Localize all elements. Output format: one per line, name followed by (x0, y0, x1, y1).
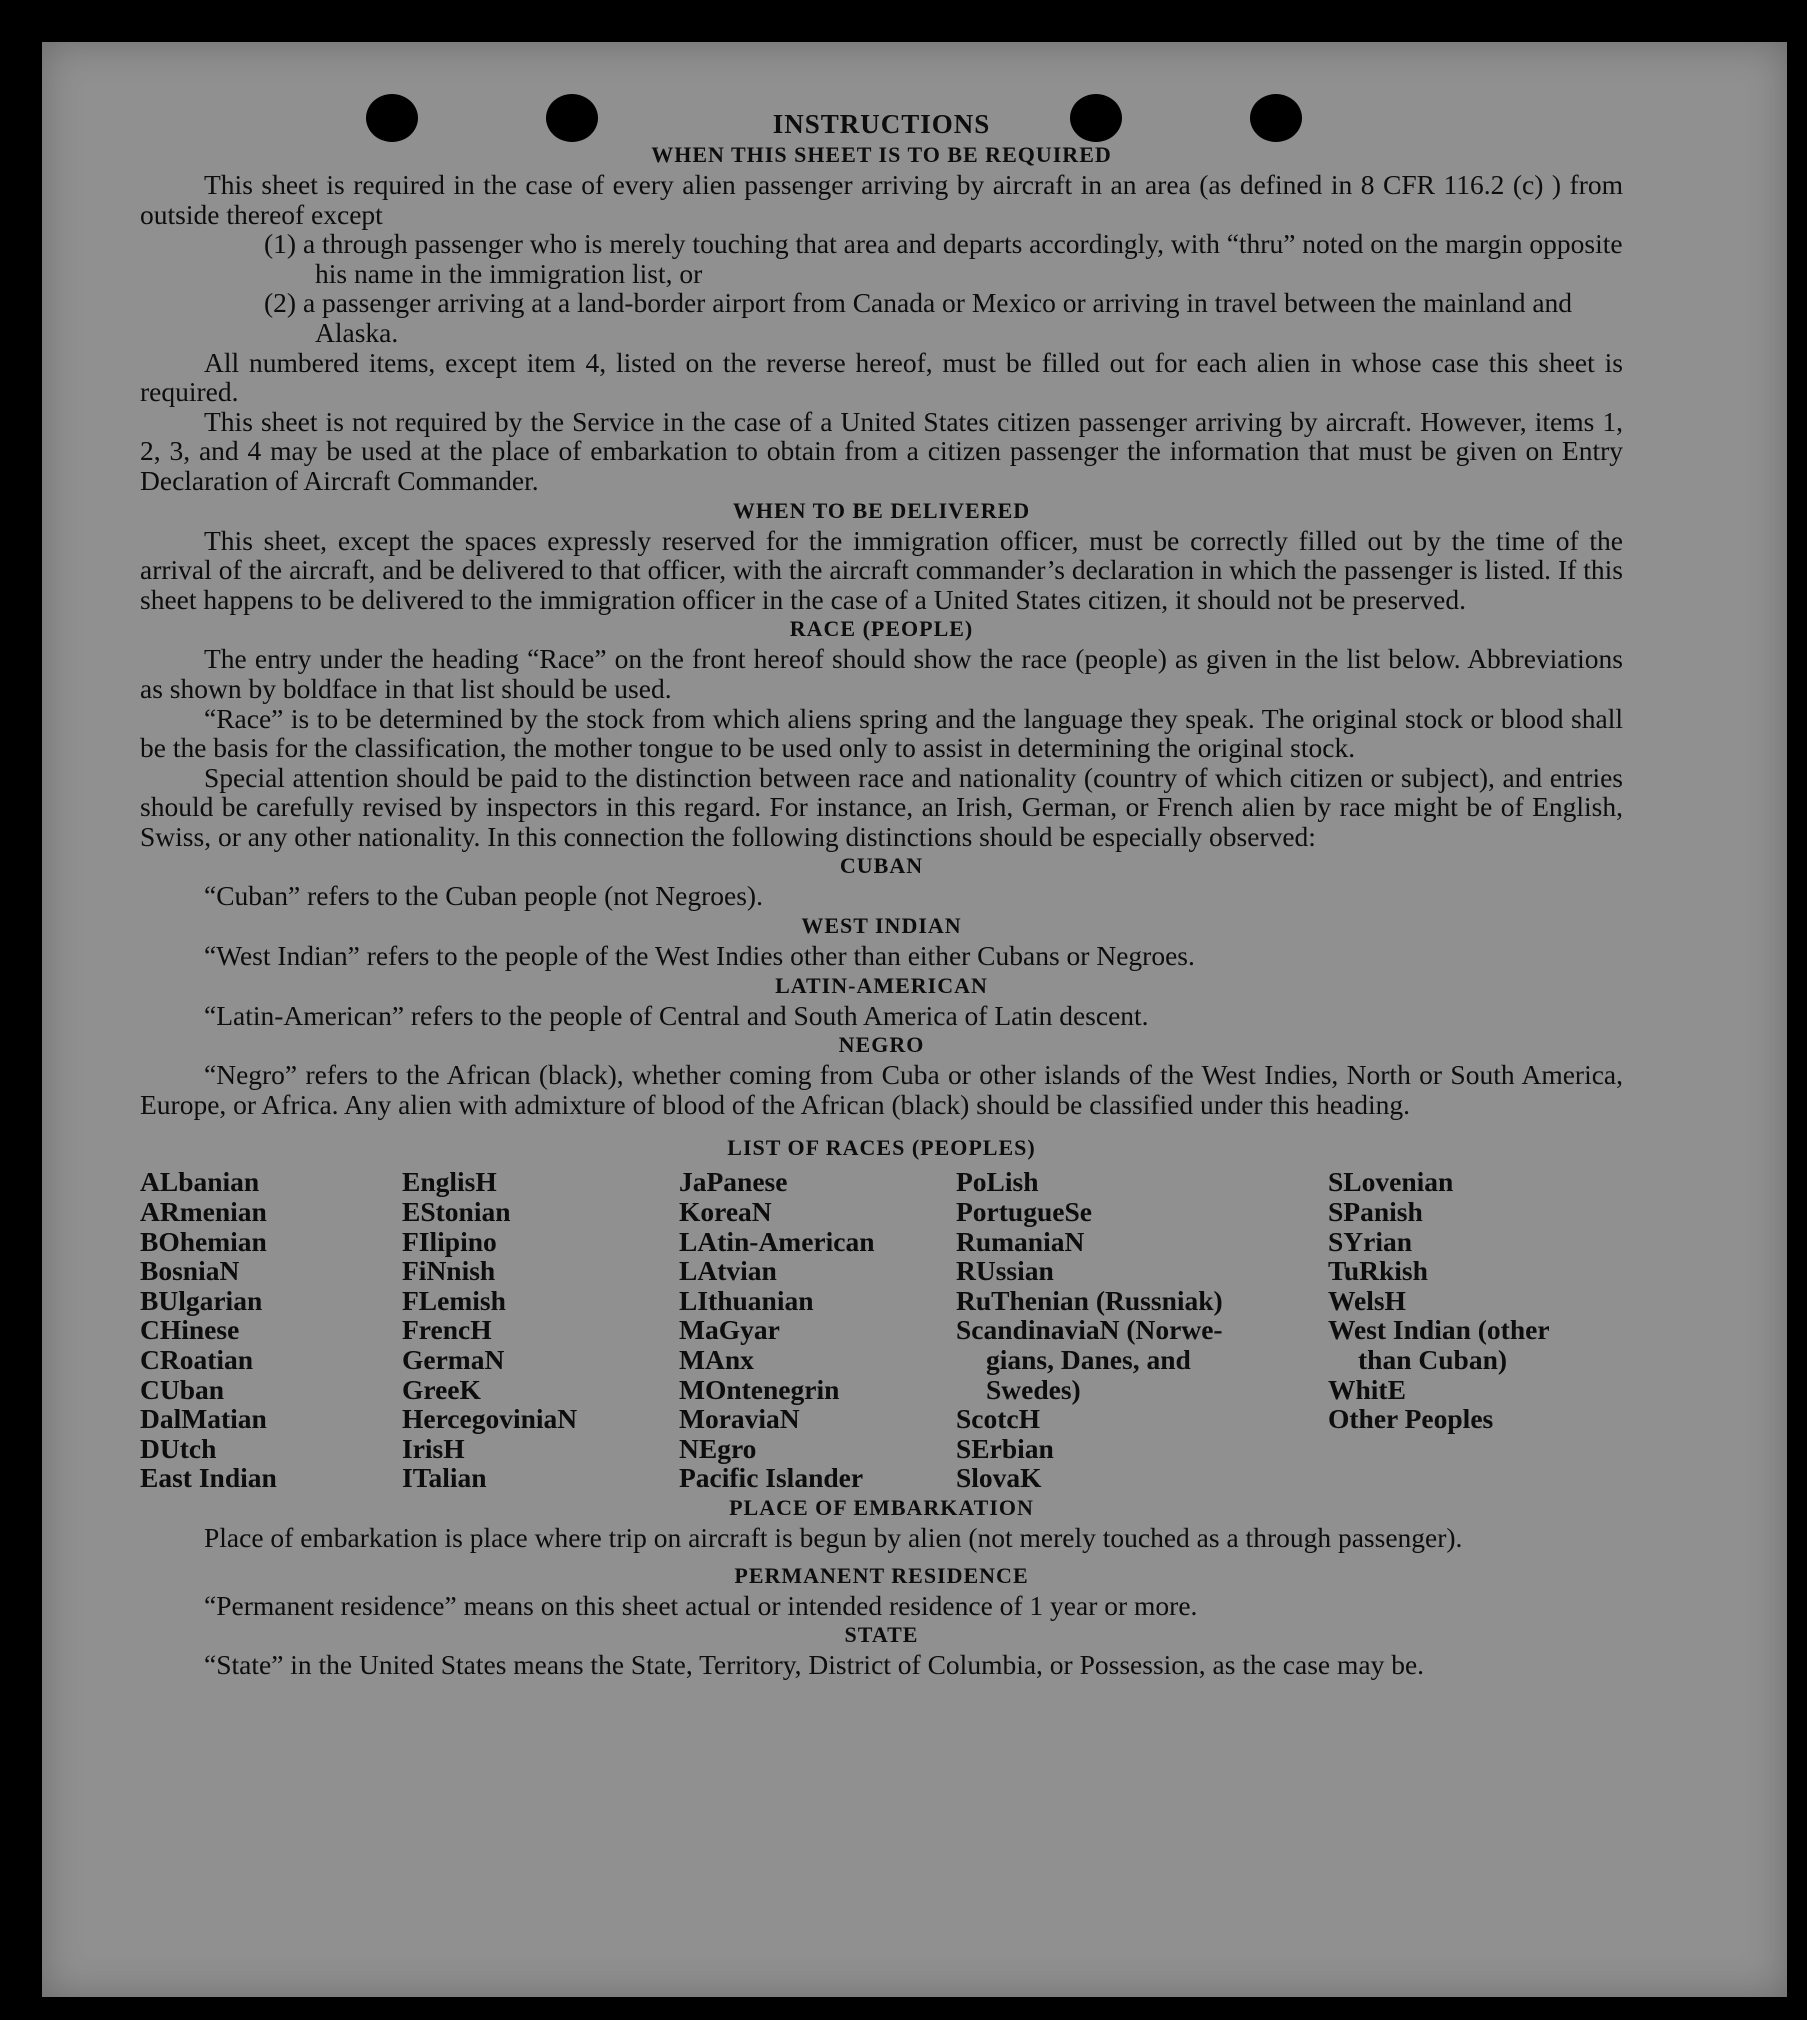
race-item: West Indian (other (1328, 1314, 1550, 1346)
race-item: BOhemian (140, 1225, 267, 1257)
heading-state: STATE (844, 1622, 919, 1648)
race-item: ITalian (402, 1462, 487, 1494)
exception-item-1: (1) a through passenger who is merely touching that area and departs accordingly, with “thru” noted on the margin opposite his name in the immigration list, or (264, 228, 1623, 289)
race-item: WelsH (1328, 1284, 1406, 1316)
paragraph-required: This sheet is required in the case of every alien passenger arriving by aircraft in an area (as defined in 8 CFR 116.2 (c) ) from outside thereof except (140, 169, 1623, 230)
race-item: PoLish (956, 1166, 1039, 1198)
race-item-continued: gians, Danes, and (986, 1344, 1191, 1375)
race-column (679, 1167, 956, 1493)
race-item: WhitE (1328, 1373, 1406, 1405)
paragraph-negro: “Negro” refers to the African (black), whether coming from Cuba or other islands of the West Indies, North or South America, Europe, or Africa. Any alien with admixture of blood of the African (black) should be classified under this heading. (140, 1059, 1623, 1120)
race-column (402, 1167, 679, 1493)
race-item: CRoatian (140, 1344, 254, 1375)
race-item: BUlgarian (140, 1284, 263, 1316)
race-item: SPanish (1328, 1196, 1423, 1228)
race-item: ScandinaviaN (Norwe- (956, 1314, 1223, 1346)
paragraph-numbered-items: All numbered items, except item 4, listed on the reverse hereof, must be filled out for each alien in whose case this sheet is required. (140, 346, 1623, 408)
race-item: BosniaN (140, 1255, 240, 1287)
race-item: LAtvian (679, 1255, 777, 1287)
race-item: DUtch (140, 1432, 217, 1464)
paragraph-latin-american: “Latin-American” refers to the people of Central and South America of Latin descent. (204, 999, 1149, 1031)
heading-list-of-races: LIST OF RACES (PEOPLES) (727, 1135, 1036, 1161)
race-item: LAtin-American (679, 1225, 875, 1257)
race-item: FiNnish (402, 1255, 496, 1287)
race-item: IrisH (402, 1432, 465, 1464)
race-item: SlovaK (956, 1462, 1042, 1494)
race-item: SYrian (1328, 1225, 1413, 1257)
race-column (956, 1167, 1328, 1493)
race-item: East Indian (140, 1462, 277, 1494)
paragraph-delivered: This sheet, except the spaces expressly reserved for the immigration officer, must be correctly filled out by the time of the arrival of the aircraft, and be delivered to that officer, with the aircraft commander’s declaration in which the passenger is listed. If this sheet happens to be delivered to the immigration officer in the case of a United States citizen, it should not be preserved. (140, 524, 1623, 615)
paragraph-citizen: This sheet is not required by the Service in the case of a United States citizen passenger arriving by aircraft. However, items 1, 2, 3, and 4 may be used at the place of embarkation to obtain from a citizen passenger the information that must be given on Entry Declaration of Aircraft Commander. (140, 405, 1623, 496)
heading-negro: NEGRO (838, 1032, 925, 1058)
race-item-continued: Swedes) (986, 1373, 1081, 1405)
heading-instructions: INSTRUCTIONS (772, 109, 991, 139)
heading-permanent-residence: PERMANENT RESIDENCE (734, 1562, 1029, 1588)
race-item: TuRkish (1328, 1255, 1428, 1287)
race-item: SLovenian (1328, 1166, 1454, 1198)
race-column (1328, 1167, 1623, 1493)
heading-west-indian: WEST INDIAN (801, 913, 962, 939)
race-item: DalMatian (140, 1403, 267, 1435)
race-item: Other Peoples (1328, 1403, 1494, 1435)
paragraph-west-indian: “West Indian” refers to the people of the West Indies other than either Cubans or Negroes. (204, 940, 1195, 972)
paragraph-residence: “Permanent residence” means on this sheet actual or intended residence of 1 year or more. (204, 1589, 1198, 1621)
heading-place-of-embarkation: PLACE OF EMBARKATION (729, 1494, 1034, 1520)
race-item: CUban (140, 1373, 225, 1405)
race-item: MAnx (679, 1344, 754, 1375)
race-item: Pacific Islander (679, 1462, 864, 1494)
document-sheet (42, 42, 1787, 1997)
paragraph-embarkation: Place of embarkation is place where trip on aircraft is begun by alien (not merely touched as a through passenger). (204, 1521, 1463, 1553)
race-item: SErbian (956, 1432, 1054, 1464)
race-item: JaPanese (679, 1166, 788, 1198)
race-item: GreeK (402, 1373, 481, 1405)
heading-cuban: CUBAN (839, 853, 924, 879)
instructions-text (140, 108, 1623, 1680)
race-item: PortugueSe (956, 1196, 1092, 1228)
heading-when-required: WHEN THIS SHEET IS TO BE REQUIRED (651, 142, 1112, 167)
race-item: FIlipino (402, 1225, 497, 1257)
paragraph-state: “State” in the United States means the State, Territory, District of Columbia, or Possession, as the case may be. (204, 1649, 1425, 1681)
race-column (140, 1167, 402, 1493)
race-item: FrencH (402, 1314, 492, 1346)
race-item: ScotcH (956, 1403, 1041, 1435)
race-item: GermaN (402, 1344, 505, 1375)
race-list (140, 1167, 1623, 1493)
heading-latin-american: LATIN-AMERICAN (775, 972, 988, 998)
race-item: NEgro (679, 1432, 757, 1464)
exception-item-2: (2) a passenger arriving at a land-border airport from Canada or Mexico or arriving in travel between the mainland and Alaska. (264, 287, 1573, 348)
heading-race: RACE (PEOPLE) (789, 616, 974, 642)
race-item: FLemish (402, 1284, 506, 1316)
race-item: ARmenian (140, 1196, 267, 1228)
heading-when-delivered: WHEN TO BE DELIVERED (732, 497, 1031, 523)
paragraph-cuban: “Cuban” refers to the Cuban people (not Negroes). (204, 880, 763, 912)
race-item: MOntenegrin (679, 1373, 840, 1405)
race-item: KoreaN (679, 1196, 772, 1228)
race-item: LIthuanian (679, 1284, 814, 1316)
paragraph-race-nationality: Special attention should be paid to the distinction between race and nationality (country of which citizen or subject), and entries should be carefully revised by inspectors in this regard. For instance, an Irish, German, or French alien by race might be of English, Swiss, or any other nationality. In this connection the following distinctions should be especially observed: (140, 761, 1623, 852)
race-item: ALbanian (140, 1166, 260, 1198)
paragraph-race-entry: The entry under the heading “Race” on the front hereof should show the race (people) as given in the list below. Abbreviations as shown by boldface in that list should be used. (140, 643, 1623, 704)
race-item: CHinese (140, 1314, 240, 1346)
paragraph-race-stock: “Race” is to be determined by the stock from which aliens spring and the language they speak. The original stock or blood shall be the basis for the classification, the mother tongue to be used only to assist in determining the original stock. (140, 702, 1623, 764)
race-item: EStonian (402, 1196, 511, 1228)
race-item: MoraviaN (679, 1403, 800, 1435)
race-item: RuThenian (Russniak) (956, 1284, 1223, 1316)
race-item: HercegoviniaN (402, 1403, 578, 1435)
race-item: RumaniaN (956, 1225, 1085, 1257)
race-item: RUssian (956, 1255, 1054, 1287)
race-item: EnglisH (402, 1166, 497, 1198)
race-item: MaGyar (679, 1314, 780, 1346)
race-item-continued: than Cuban) (1358, 1344, 1508, 1375)
